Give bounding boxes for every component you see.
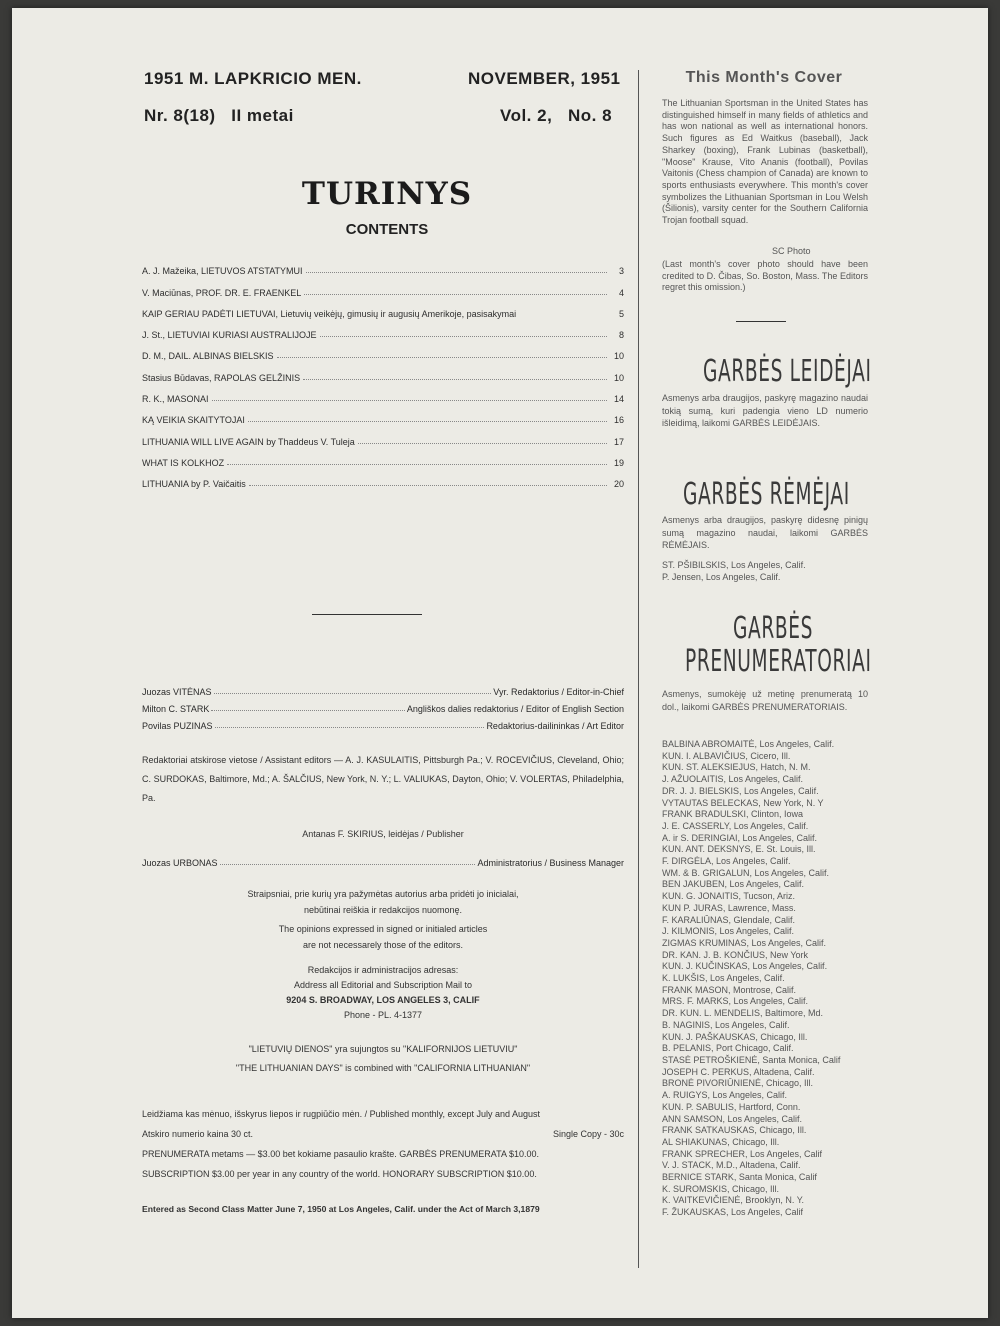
toc-title: A. J. Mažeika, LIETUVOS ATSTATYMUI xyxy=(142,266,303,277)
toc-item[interactable] xyxy=(142,468,624,489)
toc-title: Stasius Būdavas, RAPOLAS GELŽINIS xyxy=(142,372,301,383)
list-item: FRANK MASON, Montrose, Calif. xyxy=(662,984,797,995)
toc-title: R. K., MASONAI xyxy=(142,394,209,405)
toc-item[interactable] xyxy=(142,276,624,297)
list-item: A. RUIGYS, Los Angeles, Calif. xyxy=(662,1090,788,1101)
toc-item[interactable] xyxy=(142,383,624,404)
staff-role: Administratorius / Business Manager xyxy=(477,858,624,868)
disclaimer-lt xyxy=(142,886,624,918)
list-item: ANN SAMSON, Los Angeles, Calif. xyxy=(662,1113,803,1124)
staff-row xyxy=(142,680,624,697)
prenumeratoriai-list xyxy=(662,739,872,1219)
copy-price-lt: Atskiro numerio kaina 30 ct. xyxy=(142,1129,254,1139)
toc-title: LITHUANIA WILL LIVE AGAIN by Thaddeus V. Tuleja xyxy=(142,436,355,447)
list-item: KUN. J. KUČINSKAS, Los Angeles, Calif. xyxy=(662,961,828,972)
staff-name: Juozas URBONAS xyxy=(142,858,218,868)
staff-role: Redaktorius-dailininkas / Art Editor xyxy=(486,721,624,731)
staff-row xyxy=(142,697,624,714)
publishing-line: PRENUMERATA metams — $3.00 bet kokiame pasaulio krašte. GARBĖS PRENUMERATA $10.00. xyxy=(142,1149,539,1159)
list-item: FRANK SPRECHER, Los Angeles, Calif xyxy=(662,1148,823,1159)
toc-page: 10 xyxy=(613,372,624,383)
list-item: DR. KAN. J. B. KONČIUS, New York xyxy=(662,949,809,960)
garbes-remejai-heading: GARBĖS RĖMĖJAI xyxy=(683,477,850,512)
garbes-remejai-text: Asmenys arba draugijos, paskyrę didesnę pinigų sumą magazino naudai, laikomi GARBĖS RĖMĖJAIS. xyxy=(662,515,868,550)
merger-line: "THE LITHUANIAN DAYS" is combined with "CALIFORNIA LITHUANIAN" xyxy=(235,1063,531,1073)
publishing-line: Leidžiama kas mėnuo, išskyrus liepos ir rugpiūčio mėn. / Published monthly, except July and August xyxy=(142,1109,541,1119)
list-item: F. ŽUKAUSKAS, Los Angeles, Calif xyxy=(662,1207,804,1218)
publisher: Antanas F. SKIRIUS, leidėjas / Publisher xyxy=(302,829,464,839)
cover-note: (Last month's cover photo should have been credited to D. Čibas, So. Boston, Mass. The Editors regret this omission.) xyxy=(662,259,868,293)
list-item: ST. PŠIBILSKIS, Los Angeles, Calif. xyxy=(662,560,806,570)
list-item: A. ir S. DERINGIAI, Los Angeles, Calif. xyxy=(662,832,818,843)
address-street: 9204 S. BROADWAY, LOS ANGELES 3, CALIF xyxy=(286,995,480,1005)
disclaimer-line: The opinions expressed in signed or initialed articles xyxy=(278,924,488,934)
toc-page: 5 xyxy=(618,308,624,319)
assistant-editors: Redaktoriai atskirose vietose / Assistant editors — A. J. KASULAITIS, Pittsburgh Pa.; V. ROCEVIČIUS, Cleveland, Ohio; C. SURDOKAS, Baltimore, Md.; A. ŠALČIUS, New York, N. Y.; L. VALIUKAS, Dayton, Ohio; V. VOLERTAS, Philadelphia, Pa. xyxy=(142,755,624,803)
toc-page: 4 xyxy=(618,287,624,298)
business-manager xyxy=(142,851,624,868)
list-item: BERNICE STARK, Santa Monica, Calif xyxy=(662,1172,817,1183)
list-item: KUN. G. JONAITIS, Tucson, Ariz. xyxy=(662,891,796,902)
toc-page: 17 xyxy=(613,436,624,447)
toc-item[interactable] xyxy=(142,425,624,446)
toc-item[interactable] xyxy=(142,361,624,382)
staff-role: Angliškos dalies redaktorius / Editor of English Section xyxy=(406,704,624,714)
date-lt: 1951 M. LAPKRICIO MEN. xyxy=(144,69,362,88)
magazine-page xyxy=(12,8,988,1318)
list-item: BALBINA ABROMAITĖ, Los Angeles, Calif. xyxy=(662,739,835,749)
list-item: KUN. I. ALBAVIČIUS, Cicero, Ill. xyxy=(662,750,791,761)
toc-title: J. St., LIETUVIAI KURIASI AUSTRALIJOJE xyxy=(142,330,317,341)
toc-item[interactable] xyxy=(142,340,624,361)
list-item: DR. J. J. BIELSKIS, Los Angeles, Calif. xyxy=(662,785,819,796)
toc-title: KAIP GERIAU PADĖTI LIETUVAI, Lietuvių veikėjų, gimusių ir augusių Amerikoje, pasisakymai xyxy=(142,308,517,319)
toc-item[interactable] xyxy=(142,404,624,425)
toc-item[interactable] xyxy=(142,447,624,468)
toc-title: LITHUANIA by P. Vaičaitis xyxy=(142,479,246,490)
garbes-leidejai-text: Asmenys arba draugijos, paskyrę magazino naudai tokią sumą, kuri padengia vieno LD numerio išleidimą, laikomi GARBĖS LEIDĖJAIS. xyxy=(662,393,868,428)
garbes-leidejai-heading: GARBĖS LEIDĖJAI xyxy=(703,354,872,389)
merger-line: "LIETUVIŲ DIENOS" yra sujungtos su "KALIFORNIJOS LIETUVIU" xyxy=(248,1044,518,1054)
phone: Phone - PL. 4-1377 xyxy=(343,1010,423,1020)
staff-row xyxy=(142,851,624,868)
list-item: KUN P. JURAS, Lawrence, Mass. xyxy=(662,902,796,913)
staff-row xyxy=(142,714,624,731)
toc-item[interactable] xyxy=(142,255,624,276)
toc-title: D. M., DAIL. ALBINAS BIELSKIS xyxy=(142,351,274,362)
disclaimer-en xyxy=(142,921,624,953)
date-en: NOVEMBER, 1951 xyxy=(468,69,621,88)
toc-page: 14 xyxy=(613,394,624,405)
address-line: Redakcijos ir administracijos adresas: xyxy=(307,965,459,975)
cover-text: The Lithuanian Sportsman in the United States has distinguished himself in many fields of athletics and has won national as well as international honors. Such figures as Ed Waitkus (baseball), Jack Sharkey (boxing), Frank Lubinas (basketball), "Moose" Krause, Vito Ananis (football), Povilas Vaitonis (Chess champion of Canada) are known to sports enthusiasts everywhere. This month's cover symbolizes the Lithuanian Sportsman in Lou Welsh (Šilionis), varsity center for the Southern California Trojan football squad. xyxy=(662,98,868,226)
toc-page: 19 xyxy=(613,457,624,468)
column-divider xyxy=(638,70,639,1268)
list-item: P. Jensen, Los Angeles, Calif. xyxy=(662,571,781,582)
staff-name: Milton C. STARK xyxy=(142,704,210,714)
list-item: V. J. STACK, M.D., Altadena, Calif. xyxy=(662,1160,801,1171)
prenumeratoriai-text: Asmenys, sumokėję už metinę prenumeratą 10 dol., laikomi GARBĖS PRENUMERATORIAIS. xyxy=(662,689,868,712)
staff-name: Juozas VITĖNAS xyxy=(142,687,212,697)
toc-page: 10 xyxy=(613,351,624,362)
list-item: B. NAGINIS, Los Angeles, Calif. xyxy=(662,1019,790,1030)
table-of-contents xyxy=(142,255,624,489)
address-line: Address all Editorial and Subscription Mail to xyxy=(293,980,473,990)
address-block xyxy=(142,963,624,1023)
list-item: FRANK SATKAUSKAS, Chicago, Ill. xyxy=(662,1125,807,1136)
list-item: VYTAUTAS BELECKAS, New York, N. Y xyxy=(662,797,824,808)
staff-role: Vyr. Redaktorius / Editor-in-Chief xyxy=(493,687,624,697)
toc-item[interactable] xyxy=(142,298,624,319)
publishing-line: SUBSCRIPTION $3.00 per year in any country of the world. HONORARY SUBSCRIPTION $10.00. xyxy=(142,1169,537,1179)
photo-credit: SC Photo xyxy=(772,246,811,256)
toc-title: KĄ VEIKIA SKAITYTOJAI xyxy=(142,415,245,426)
list-item: STASĖ PETROŠKIENĖ, Santa Monica, Calif xyxy=(662,1054,841,1065)
list-item: KUN. J. PAŠKAUSKAS, Chicago, Ill. xyxy=(662,1031,808,1042)
toc-title: WHAT IS KOLKHOZ xyxy=(142,457,225,468)
toc-page: 8 xyxy=(618,330,624,341)
merger-note xyxy=(142,1040,624,1078)
list-item: K. LUKŠIS, Los Angeles, Calif. xyxy=(662,973,785,984)
divider xyxy=(312,614,422,615)
list-item: KUN. ANT. DEKSNYS, E. St. Louis, Ill. xyxy=(662,844,816,855)
list-item: F. KARALIŪNAS, Glendale, Calif. xyxy=(662,914,796,925)
list-item: K. SUROMSKIS, Chicago, Ill. xyxy=(662,1183,780,1194)
list-item: BEN JAKUBEN, Los Angeles, Calif. xyxy=(662,879,805,890)
toc-page: 16 xyxy=(613,415,624,426)
staff-list xyxy=(142,680,624,731)
page-title: TURINYS xyxy=(301,176,473,212)
page-subtitle: CONTENTS xyxy=(345,221,429,238)
cover-heading: This Month's Cover xyxy=(685,69,843,86)
list-item: F. DIRGĖLA, Los Angeles, Calif. xyxy=(662,856,791,867)
toc-item[interactable] xyxy=(142,319,624,340)
list-item: K. VAITKEVIČIENĖ, Brooklyn, N. Y. xyxy=(662,1195,805,1206)
copy-price-en: Single Copy - 30c xyxy=(552,1129,624,1139)
prenumeratoriai-heading-1: GARBĖS xyxy=(733,611,814,646)
list-item: AL SHIAKUNAS, Chicago, Ill. xyxy=(662,1136,780,1147)
toc-title: V. Maciūnas, PROF. DR. E. FRAENKEL xyxy=(142,287,302,298)
prenumeratoriai-heading-2: PRENUMERATORIAI xyxy=(685,644,872,679)
list-item: KUN. P. SABULIS, Hartford, Conn. xyxy=(662,1101,801,1112)
list-item: WM. & B. GRIGALUN, Los Angeles, Calif. xyxy=(662,867,830,878)
staff-name: Povilas PUZINAS xyxy=(142,721,213,731)
publishing-info xyxy=(142,1104,624,1184)
toc-page: 20 xyxy=(613,479,624,490)
list-item: ZIGMAS KRUMINAS, Los Angeles, Calif. xyxy=(662,937,827,948)
list-item: DR. KUN. L. MENDELIS, Baltimore, Md. xyxy=(662,1008,824,1019)
list-item: JOSEPH C. PERKUS, Altadena, Calif. xyxy=(662,1066,815,1077)
toc-page: 3 xyxy=(618,266,624,277)
disclaimer-line: Straipsniai, prie kurių yra pažymėtas autorius arba pridėti jo inicialai, xyxy=(247,889,519,899)
issue-en: Vol. 2, No. 8 xyxy=(500,106,613,125)
list-item: KUN. ST. ALEKSIEJUS, Hatch, N. M. xyxy=(662,762,811,773)
entered-note: Entered as Second Class Matter June 7, 1950 at Los Angeles, Calif. under the Act of March 3,1879 xyxy=(142,1204,540,1214)
list-item: MRS. F. MARKS, Los Angeles, Calif. xyxy=(662,996,809,1007)
list-item: J. AŽUOLAITIS, Los Angeles, Calif. xyxy=(662,774,804,785)
list-item: BRONĖ PIVORIŪNIENĖ, Chicago, Ill. xyxy=(662,1078,814,1089)
issue-lt: Nr. 8(18) II metai xyxy=(144,106,294,125)
disclaimer-line: nebūtinai reiškia ir redakcijos nuomonę. xyxy=(303,905,463,915)
list-item: J. E. CASSERLY, Los Angeles, Calif. xyxy=(662,820,809,831)
divider xyxy=(736,321,786,322)
list-item: FRANK BRADULSKI, Clinton, Iowa xyxy=(662,809,804,820)
disclaimer-line: are not necessarely those of the editors. xyxy=(302,940,464,950)
remejai-list xyxy=(662,560,806,583)
list-item: B. PELANIS, Port Chicago, Calif. xyxy=(662,1043,794,1054)
list-item: J. KILMONIS, Los Angeles, Calif. xyxy=(662,926,795,937)
